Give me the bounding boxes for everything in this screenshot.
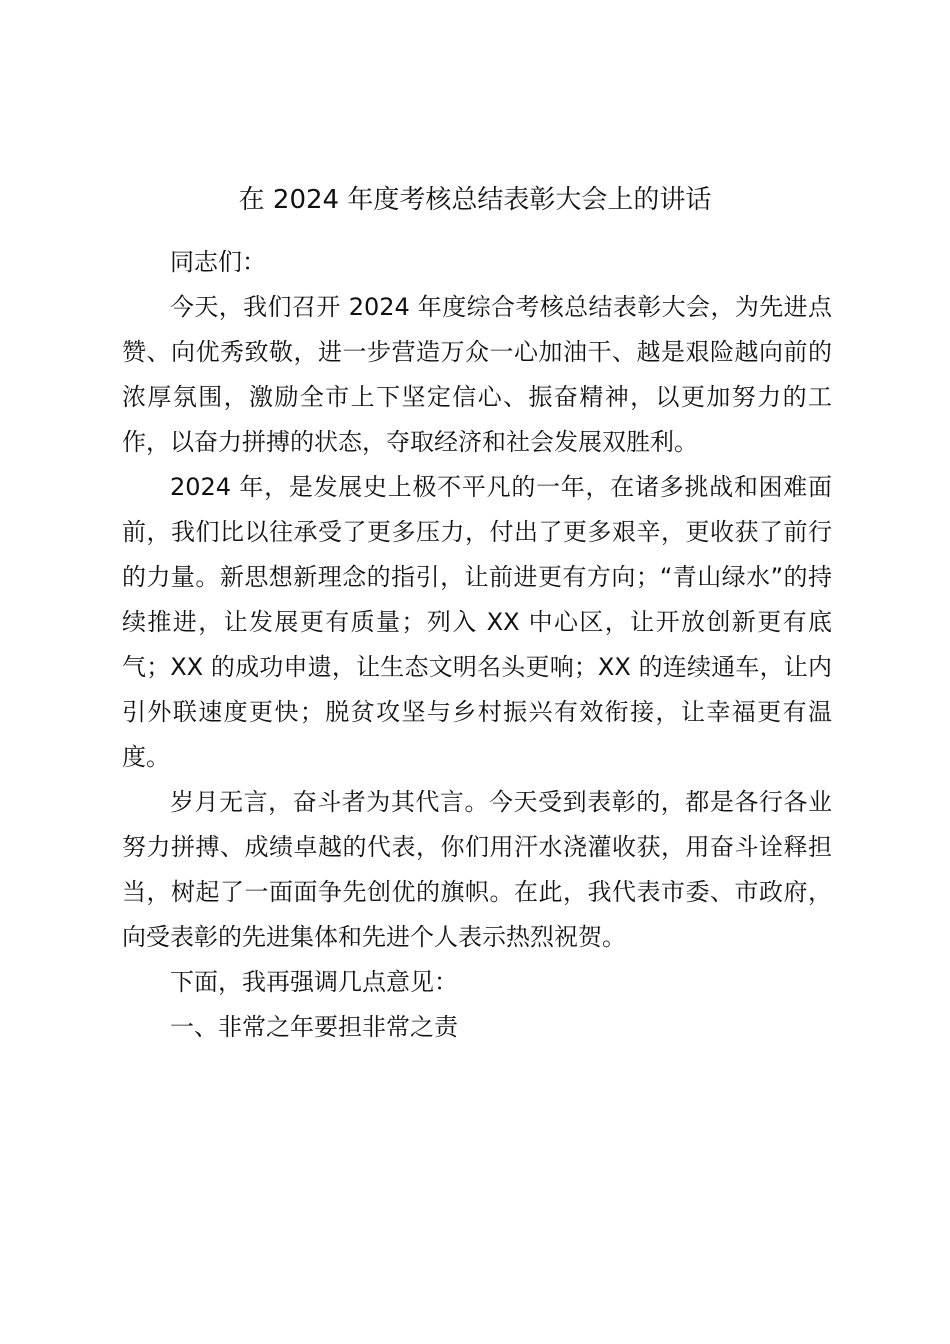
section-heading: 一、非常之年要担非常之责 xyxy=(170,1013,458,1041)
page-title: 在 2024 年度考核总结表彰大会上的讲话 xyxy=(238,185,712,215)
document-body xyxy=(122,240,832,1050)
paragraph-opening: 今天，我们召开 2024 年度综合考核总结表彰大会，为先进点赞、向优秀致敬，进一步营造万众一心加油干、越是艰险越向前的浓厚氛围，激励全市上下坚定信心、振奋精神，以更加努力的工作，以奋力拼搏的状态，夺取经济和社会发展双胜利。 xyxy=(122,293,832,456)
salutation: 同志们： xyxy=(170,248,266,276)
paragraph-review-2024: 2024 年，是发展史上极不平凡的一年，在诸多挑战和困难面前，我们比以往承受了更多压力，付出了更多艰辛，更收获了前行的力量。新思想新理念的指引，让前进更有方向；“青山绿水”的持续推进，让发展更有质量；列入 XX 中心区，让开放创新更有底气；XX 的成功申遗，让生态文明名头更响；XX 的连续通车，让内引外联速度更快；脱贫攻坚与乡村振兴有效衔接，让幸福更有温度。 xyxy=(122,473,832,771)
paragraph-transition: 下面，我再强调几点意见： xyxy=(170,968,458,996)
paragraph-commendation: 岁月无言，奋斗者为其代言。今天受到表彰的，都是各行各业努力拼搏、成绩卓越的代表，你们用汗水浇灌收获，用奋斗诠释担当，树起了一面面争先创优的旗帜。在此，我代表市委、市政府，向受表彰的先进集体和先进个人表示热烈祝贺。 xyxy=(122,788,832,951)
